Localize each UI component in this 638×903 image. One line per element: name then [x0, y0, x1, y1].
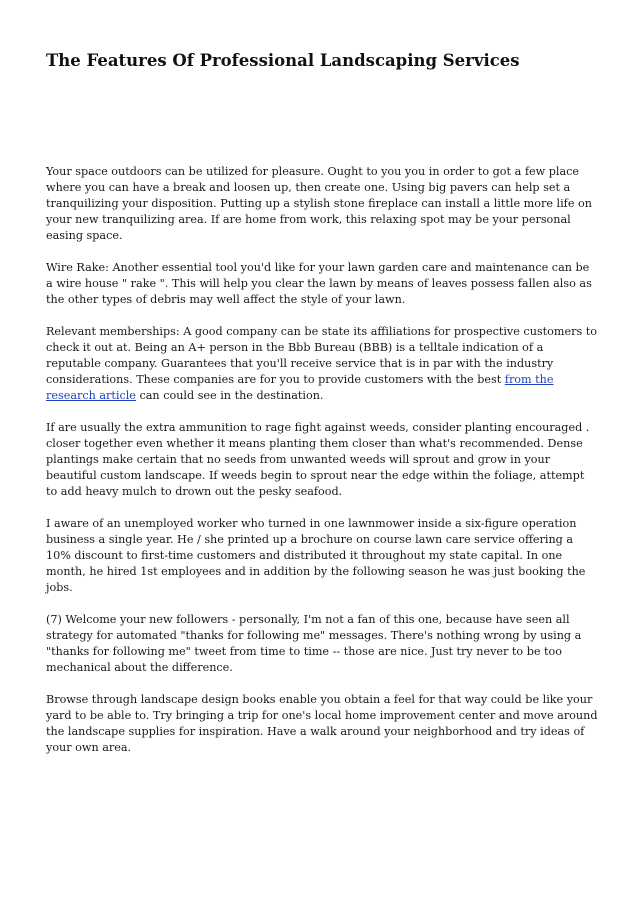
- paragraph-outdoor-space: Your space outdoors can be utilized for pleasure. Ought to you you in order to got a few place where you can have a break and loosen up, then create one. Using big pavers can help set a tranquilizing your disposition. Putting up a stylish stone fireplace can install a little more life on your new tranquilizing area. If are home from work, this relaxing spot may be your personal easing space.: [46, 165, 592, 242]
- paragraph-memberships-text-end: can could see in the destination.: [135, 389, 324, 402]
- page-title: The Features Of Professional Landscaping Services: [46, 51, 520, 70]
- paragraph-landscape-books: Browse through landscape design books enable you obtain a feel for that way could be like your yard to be able to. Try bringing a trip for one's local home improvement center and move around the landscape supplies for inspiration. Have a walk around your neighborhood and try ideas of your own area.: [46, 693, 598, 754]
- paragraph-memberships-text-start: Relevant memberships: A good company can be state its affiliations for prospective customers to check it out at. Being an A+ person in the Bbb Bureau (BBB) is a telltale indication of a reputable company. Guarantees that you'll receive service that is in par with the industry considerations. These companies are for you to provide customers with the best: [46, 325, 597, 386]
- paragraph-lawnmower-business: I aware of an unemployed worker who turned in one lawnmower inside a six-figure operation business a single year. He / she printed up a brochure on course lawn care service offering a 10% discount to first-time customers and distributed it throughout my state capital. In one month, he hired 1st employees and in addition by the following season he was just booking the jobs.: [46, 517, 586, 594]
- paragraph-wire-rake: Wire Rake: Another essential tool you'd like for your lawn garden care and maintenance can be a wire house " rake ". This will help you clear the lawn by means of leaves possess fallen also as the other types of debris may well affect the style of your lawn.: [46, 261, 592, 306]
- research-article-link[interactable]: from the research article: [46, 373, 554, 402]
- article-body: [46, 164, 598, 772]
- paragraph-memberships: [46, 324, 598, 404]
- paragraph-followers: (7) Welcome your new followers - personally, I'm not a fan of this one, because have seen all strategy for automated "thanks for following me" messages. There's nothing wrong by using a "thanks for following me" tweet from time to time -- those are nice. Just try never to be too mechanical about the difference.: [46, 613, 582, 674]
- paragraph-weeds: If are usually the extra ammunition to rage fight against weeds, consider planting encouraged . closer together even whether it means planting them closer than what's recommended. Dense plantings make certain that no seeds from unwanted weeds will sprout and grow in your beautiful custom landscape. If weeds begin to sprout near the edge within the foliage, attempt to add heavy mulch to drown out the pesky seafood.: [46, 421, 590, 498]
